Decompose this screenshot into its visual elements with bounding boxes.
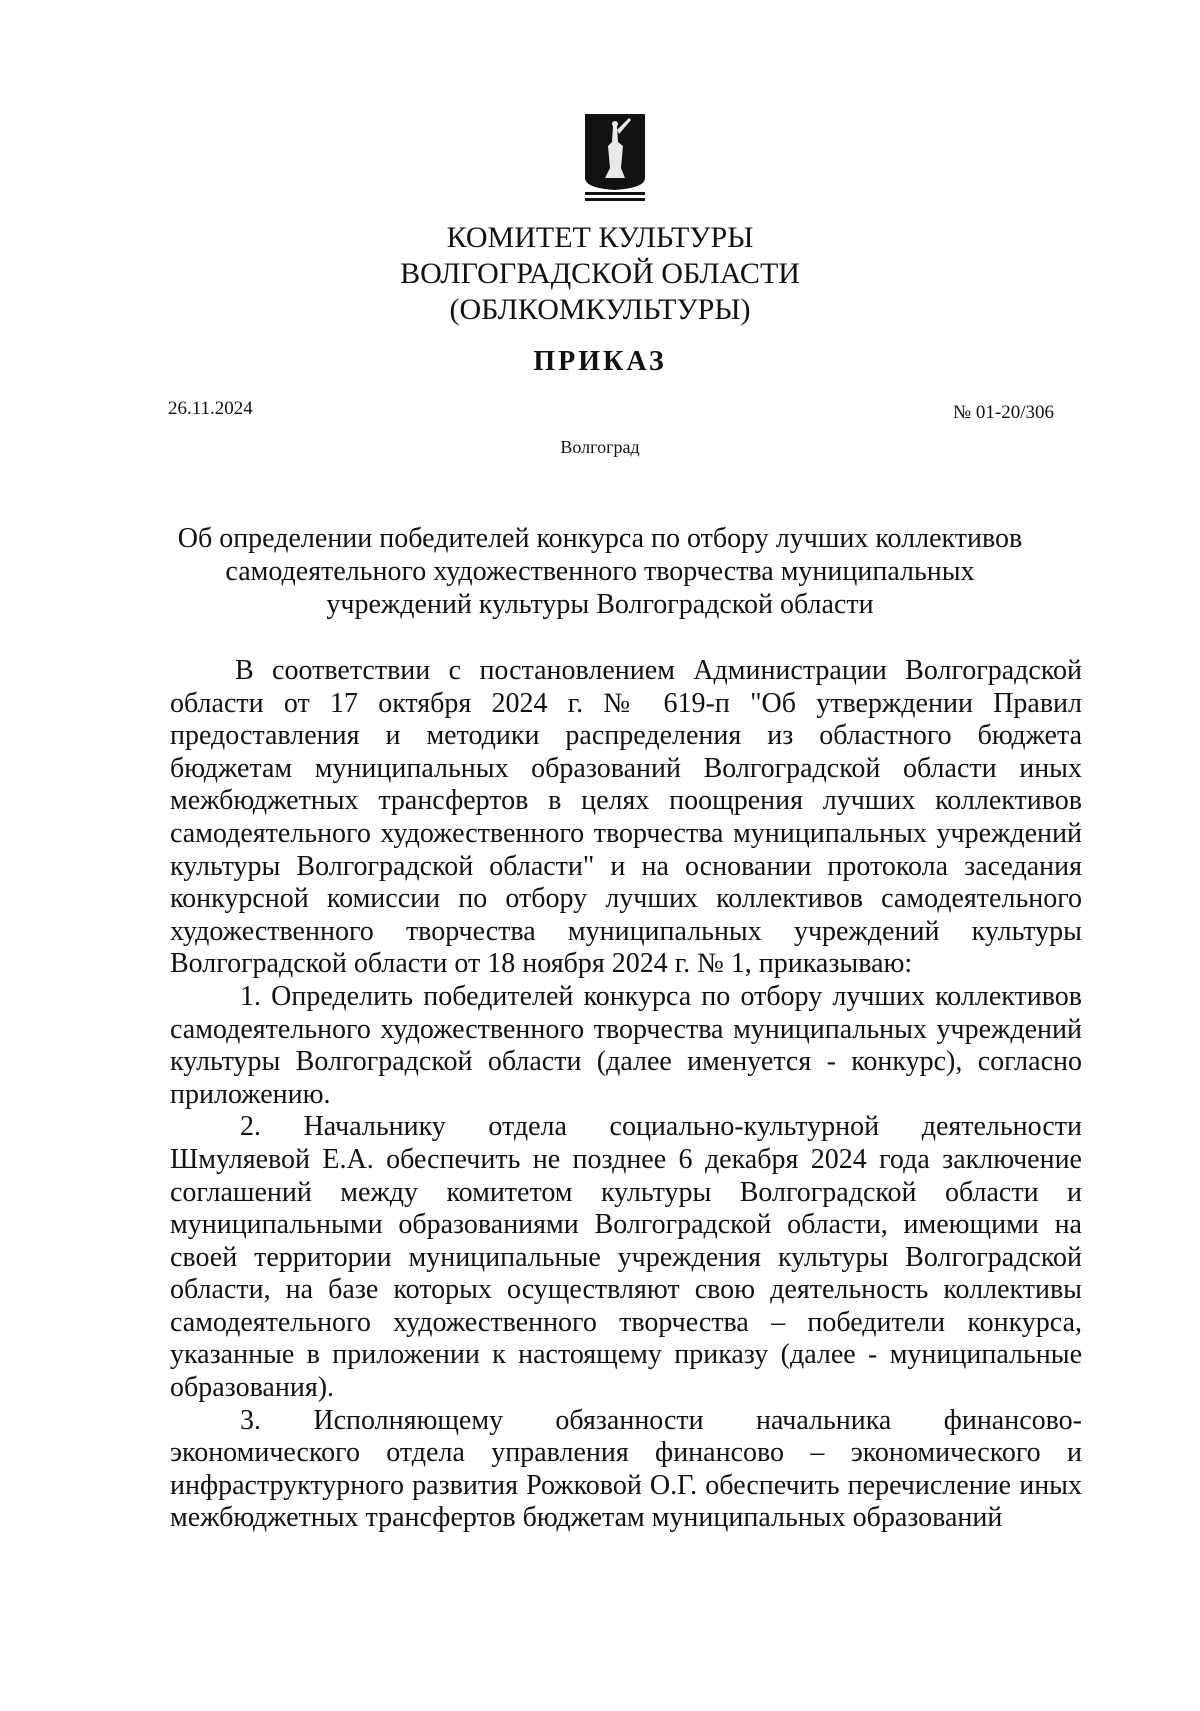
document-city: Волгоград [560, 437, 640, 457]
item-1-paragraph: 1. Определить победителей конкурса по отбору лучших коллективов самодеятельного художественного творчества муниципальных учреждений культуры Волгоградской области (далее именуется - конкурс), согласно приложению. [170, 980, 1082, 1110]
document-type: ПРИКАЗ [533, 346, 667, 377]
coat-of-arms-icon [583, 112, 647, 204]
org-name-line-3: (ОБЛКОМКУЛЬТУРЫ) [449, 293, 751, 326]
document-date: 26.11.2024 [168, 398, 253, 419]
org-name-line-2: ВОЛГОГРАДСКОЙ ОБЛАСТИ [400, 257, 800, 290]
item-2-paragraph: 2. Начальнику отдела социально-культурной деятельности Шмуляевой Е.А. обеспечить не позднее 6 декабря 2024 года заключение соглашений между комитетом культуры Волгоградской области и муниципальными образованиями Волгоградской области, имеющими на своей территории муниципальные учреждения культуры Волгоградской области, на базе которых осуществляют свою деятельность коллективы самодеятельного художественного творчества – победители конкурса, указанные в приложении к настоящему приказу (далее - муниципальные образования). [170, 1111, 1082, 1404]
org-name-line-1: КОМИТЕТ КУЛЬТУРЫ [446, 221, 754, 254]
item-3-paragraph: 3. Исполняющему обязанности начальника финансово-экономического отдела управления финансово – экономического и инфраструктурного развития Рожковой О.Г. обеспечить перечисление иных межбюджетных трансфертов бюджетам муниципальных образований [170, 1404, 1082, 1534]
document-body [170, 655, 1082, 1535]
document-number: № 01-20/306 [953, 402, 1054, 423]
document-subject: Об определении победителей конкурса по отбору лучших коллективов самодеятельного художественного творчества муниципальных учреждений культуры Волгоградской области [177, 523, 1023, 620]
preamble-paragraph: В соответствии с постановлением Администрации Волгоградской области от 17 октября 2024 г. № 619-п "Об утверждении Правил предоставления и методики распределения из областного бюджета бюджетам муниципальных образований Волгоградской области иных межбюджетных трансфертов в целях поощрения лучших коллективов самодеятельного художественного творчества муниципальных учреждений культуры Волгоградской области" и на основании протокола заседания конкурсной комиссии по отбору лучших коллективов самодеятельного художественного творчества муниципальных учреждений культуры Волгоградской области от 18 ноября 2024 г. № 1, приказываю: [170, 655, 1082, 980]
